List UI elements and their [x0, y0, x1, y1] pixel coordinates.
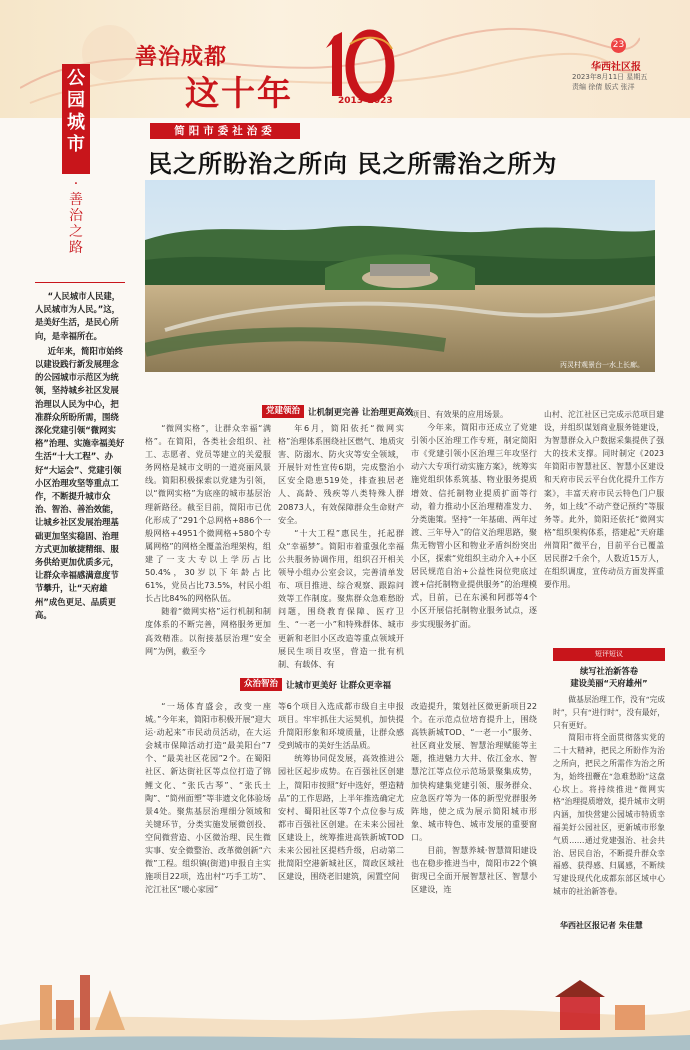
section-1-bar: [262, 405, 413, 418]
brand-line-1: 善治成都: [135, 44, 228, 70]
section-tag-char: 园: [67, 90, 85, 111]
section-sub-char: 善: [69, 192, 83, 208]
s1-column-2: [278, 422, 404, 671]
section-2-bar: [240, 678, 391, 691]
article-kicker: 简阳市委社治委: [150, 123, 300, 139]
s1-column-4: [544, 408, 664, 591]
s2-column-1: [145, 700, 271, 896]
body-paragraph: 年6月，简阳依托“微网实格”治理体系围绕社区燃气、地质灾害、防溺水、防火灾等安全领域，开展针对性宣传6期，完成整治小区安全隐患519处，排查独居老人、高龄、残疾等八类特殊人群20873人，有效保障群众生命财产安全。: [278, 423, 404, 525]
section-2-title: 让城市更美好 让群众更幸福: [286, 680, 391, 691]
left-divider: [35, 282, 125, 283]
section-sub-char: ·: [73, 176, 79, 192]
s2-column-2: [278, 700, 404, 883]
intro-column: [35, 290, 125, 622]
section-subtitle: [62, 176, 90, 256]
ten-years-logo: [320, 24, 395, 104]
section-tag-char: 市: [67, 134, 85, 155]
s1-column-1: [145, 422, 271, 658]
body-paragraph: 目前，智慧养城·智慧简阳建设也在稳步推进当中，简阳市22个镇街现已全面开展智慧社区、智慧小区建设，连: [411, 845, 537, 895]
body-paragraph: “一场体育盛会，改变一座城。”今年来，简阳市积极开展“迎大运·动起来”市民动员活动，在大运会城市保障活动打造“最美阳台”7个、“最美社区花园”2个。在蜀阳社区、新达街社区等点位打造了锦鲤文化、“张氏古琴”、“张氏土陶”、“简州面塑”等非遗文化体验场景4处。聚焦基层治理细分领域和关键环节，分类实施发展微创投、空间微营造、小区微治理、民生微实事、安全微整治、改革微创新“六微”工程。组织镇(街道)申报自主实施项目22项，选出村“巧手工坊”、沱江社区“暖心家园”: [145, 701, 271, 895]
section-tag-char: 公: [67, 68, 85, 89]
commentary-title-2: 建设美丽“天府雄州”: [570, 678, 648, 688]
commentary-paragraph: 简阳市将全面贯彻落实党的二十大精神，把民之所盼作为治之所向，把民之所需作为治之所为，始终扭鞭在“急难愁盼”这盘心坎上。将持续推进“微网实格”治理提质增效，提升城市文明内涵，加快营建公园城市特质幸福美好公园社区，更新城市形象气质……通过党建强治、社会共治、居民自治，不断提升群众幸福感、获得感、归属感，不断续写建设现代化成都东部区域中心城市的社治新答卷。: [553, 733, 665, 896]
commentary-title-1: 续写社治新答卷: [579, 666, 639, 676]
commentary-label: 短评短议: [553, 648, 665, 661]
years-range: 2013–2023: [338, 96, 393, 106]
body-paragraph: 随着“微网实格”运行机制和制度体系的不断完善，网格服务更加高效精准。以衔接基层治理“安全网”为例，截至今: [145, 606, 271, 656]
section-tag-char: 城: [67, 112, 85, 133]
section-1-title: 让机制更完善 让治理更高效: [308, 407, 413, 418]
body-paragraph: “十大工程”惠民生，托起群众“幸福梦”。简阳市着重强化幸福公共服务协调作用，组织召开相关领导小组办公室会议，完善清单发布、项目推进、综合观察、跟踪问效等工作制度。聚焦群众急难愁盼问题，围绕教育保障、医疗卫生、“一老一小”和特殊群体、城市更新和老旧小区改造等重点领域开展民生项目攻坚，营造一批有机制、有载体、有: [278, 527, 404, 669]
body-paragraph: 今年来，简阳市还成立了党建引领小区治理工作专班，制定简阳市《党建引领小区治理三年攻坚行动六大专项行动实施方案》，统筹实施党组织体系筑基、物业服务提质增效、信托制物业提质扩面等行动，着力推动小区治理精准发力、分类施策。坚持“一年基础、两年过渡、三年导入”的信义治理思路，聚焦无物管小区和物业矛盾纠纷突出小区，探索“党组织主动介入+小区居民规范自治+公益性岗位兜底过渡+信托制物业提供服务”的治理模式，目前，已在东溪和阿郡等4个小区开展信托制物业服务试点，逐步实现服务扩面。: [411, 422, 537, 629]
body-paragraph: 山村、沱江社区已完成示范项目建设，并组织谋划商业服务链建设，为智慧群众入户数据采集提供了强大的技术支撑。同时制定《2023年简阳市智慧社区、智慧小区建设和天府市民云平台优化提升工作方案》，丰富天府市民云特色门户服务，如上线“不动产登记预约”等服务等。此外，简阳还依托“微网实格”组织架构体系，搭建起“天府雄州简阳”微平台，目前平台已覆盖居民群2千余个，人数近15万人，在组织调度，宣传动员方面发挥重要作用。: [544, 410, 664, 590]
editor-credit: 责编 徐倩 版式 张洋: [572, 83, 635, 91]
s2-column-3: [411, 700, 537, 896]
section-1-tag: 党建领治: [262, 405, 304, 418]
body-paragraph: 统筹协同促发展，高效推进公园社区起步成势。在百强社区创建上，简阳市按照“好中选好，塑造精品”的工作思路，上半年推选确定尤安村、蜀阳社区等7个点位参与成都市百强社区创建。在未来公园社区建设上，统筹推进高铁新城TOD未来公园社区提档升级，启动第二批简阳空港新城社区，简政区域社区建设，围绕老旧建筑，闲置空间: [278, 753, 404, 882]
city-skyline-illustration: [0, 945, 690, 1050]
page-number: 23: [611, 38, 626, 53]
brand-line-2: 这十年: [185, 74, 293, 114]
scenic-photo: [145, 180, 655, 372]
header-banner: [0, 0, 690, 118]
body-paragraph: 等6个项目入选成都市级自主申报项目。牢牢抓住大运契机，加快提升简阳形象和环境质量，让群众感受到城市的美好生活品质。: [278, 701, 404, 751]
paper-name: 华西社区报: [591, 62, 641, 73]
article-headline: 民之所盼治之所向 民之所需治之所为: [148, 150, 558, 178]
reporter-credit: 华西社区报记者 朱佳慧: [560, 921, 643, 930]
intro-paragraph: “人民城市人民建，人民城市为人民。”这，是美好生活，是民心所向，是幸福所在。: [35, 291, 121, 341]
s1-column-3: [411, 408, 537, 631]
body-paragraph: “微网实格”，让群众幸福“满格”。在简阳，各类社会组织、社工、志愿者、党员等建立的关爱服务网格是城市文明的一道亮丽风景线。简阳积极探索以党建为引领，以“微网实格”为底座的城市基层治理新路径。截至目前，简阳市已优化形成了“291个总网格+886个一般网格+4951个微网格+580个专属网格”的网格全覆盖治理架构，组建了一支大专以上学历占比50.4%，30岁以下年龄占比61%，党员占比73.5%，村民小组长占比84%的网格队伍。: [145, 423, 271, 604]
section-sub-char: 之: [69, 224, 83, 240]
section-tag: [62, 64, 90, 174]
intro-paragraph: 近年来，简阳市始终以建设践行新发展理念的公园城市示范区为统领，坚持城乡社区发展治理以人民为中心，把准群众所盼所需，围绕深化党建引领“微网实格”治理、实施幸福美好生活“十大工程”、办好“大运会”、党建引领小区治理攻坚等重点工作，不断提升城市众治、智治、善治效能，让城乡社区发展治理基础更加坚实稳固、治理方式更加敏捷精细、服务供给更加优质多元，让群众幸福感满意度节节攀升，让“天府雄州”成色更足、品质更高。: [35, 345, 125, 620]
body-paragraph: 改造提升，策划社区微更新项目22个。在示范点位培育提升上，围绕高铁新城TOD、“一老一小”服务、社区商业发展、智慧治理赋能等主题，推进魅力大井、依江金水、智慧沱江等点位示范场景聚集成势，加快构建集党建引领、服务群众、应急医疗等为一体的新型党群服务阵地，使之成为展示简阳城市形象、城市特色、城市发展的重要窗口。: [411, 701, 537, 842]
body-paragraph: 项目、有效果的应用场景。: [411, 409, 509, 419]
issue-date: 2023年8月11日 星期五: [572, 73, 648, 81]
photo-caption: 丙灵村观景台一水上长廊。: [560, 361, 644, 369]
section-sub-char: 路: [69, 240, 83, 256]
commentary-paragraph: 做基层治理工作，没有“完成时”，只有“进行时”，没有最好，只有更好。: [553, 695, 665, 730]
commentary-body: [553, 694, 665, 899]
section-2-tag: 众治智治: [240, 678, 282, 691]
section-sub-char: 治: [69, 208, 83, 224]
